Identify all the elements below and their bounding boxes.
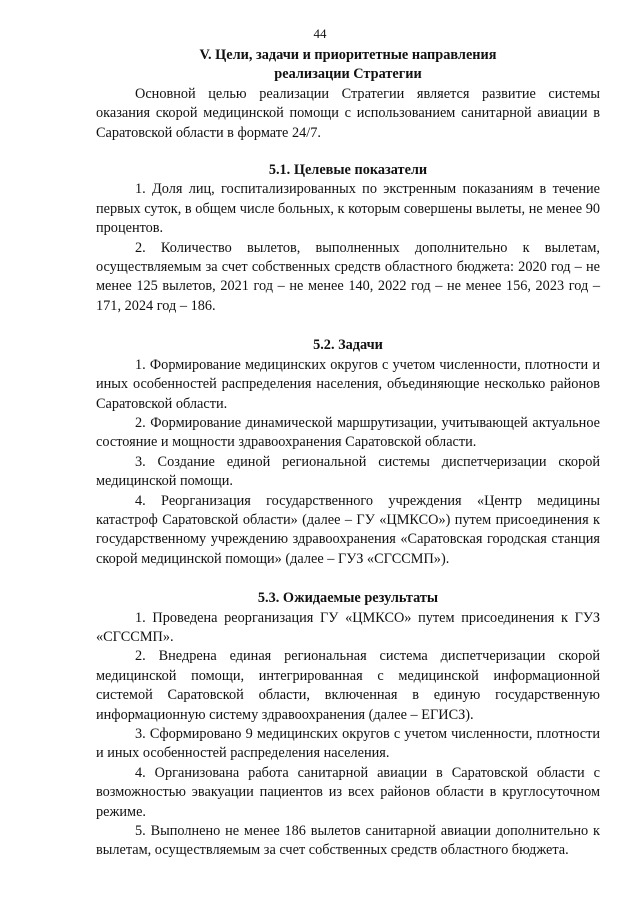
- result-1: 1. Проведена реорганизация ГУ «ЦМКСО» путем присоединения к ГУЗ «СГССМП».: [96, 609, 600, 645]
- task-1: 1. Формирование медицинских округов с учетом численности, плотности и иных особенностей распределения населения, объединяющие несколько районов Саратовской области.: [96, 356, 600, 412]
- heading-5-2: 5.2. Задачи: [313, 337, 383, 354]
- task-2: 2. Формирование динамической маршрутизации, учитывающей актуальное состояние и мощности здравоохранения Саратовской области.: [96, 414, 600, 451]
- task-4: 4. Реорганизация государственного учреждения «Центр медицины катастроф Саратовской области» (далее – ГУ «ЦМКСО») путем присоединения к государственному учреждению здравоохранения «Саратовская городская станция скорой медицинской помощи» (далее – ГУЗ «СГССМП»).: [96, 492, 600, 567]
- result-5: 5. Выполнено не менее 186 вылетов санитарной авиации дополнительно к вылетам, осуществляемым за счет собственных средств областного бюджета.: [96, 823, 600, 859]
- heading-5-3: 5.3. Ожидаемые результаты: [257, 590, 439, 607]
- result-3: 3. Сформировано 9 медицинских округов с учетом численности, плотности и иных особенностей распределения населения.: [96, 726, 600, 762]
- page-content: [96, 46, 600, 861]
- target-indicator-2: 2. Количество вылетов, выполненных дополнительно к вылетам, осуществляемым за счет собственных средств областного бюджета: 2020 год – не менее 125 вылетов, 2021 год – не менее 140, 2022 год – не менее 156, 2023 год – 171, 2024 год – 186.: [96, 239, 600, 314]
- target-indicator-1: 1. Доля лиц, госпитализированных по экстренным показаниям в течение первых суток, в общем числе больных, к которым совершены вылеты, не менее 90 процентов.: [96, 181, 600, 237]
- result-4: 4. Организована работа санитарной авиации в Саратовской области с возможностью эвакуации пациентов из всех районов области в круглосуточном режиме.: [96, 764, 600, 820]
- section-title-line2: реализации Стратегии: [274, 66, 422, 83]
- intro-paragraph: Основной целью реализации Стратегии является развитие системы оказания скорой медицинской помощи с использованием санитарной авиации в Саратовской области в формате 24/7.: [96, 85, 600, 141]
- heading-5-1: 5.1. Целевые показатели: [268, 162, 428, 179]
- section-title-line1: V. Цели, задачи и приоритетные направления: [199, 47, 497, 63]
- task-3: 3. Создание единой региональной системы диспетчеризации скорой медицинской помощи.: [96, 453, 600, 490]
- page-number: 44: [313, 26, 327, 41]
- result-2: 2. Внедрена единая региональная система диспетчеризации скорой медицинской помощи, интегрированная с медицинской информационной системой Саратовской области, включенная в единую государственную информационную систему здравоохранения (далее – ЕГИСЗ).: [96, 648, 600, 723]
